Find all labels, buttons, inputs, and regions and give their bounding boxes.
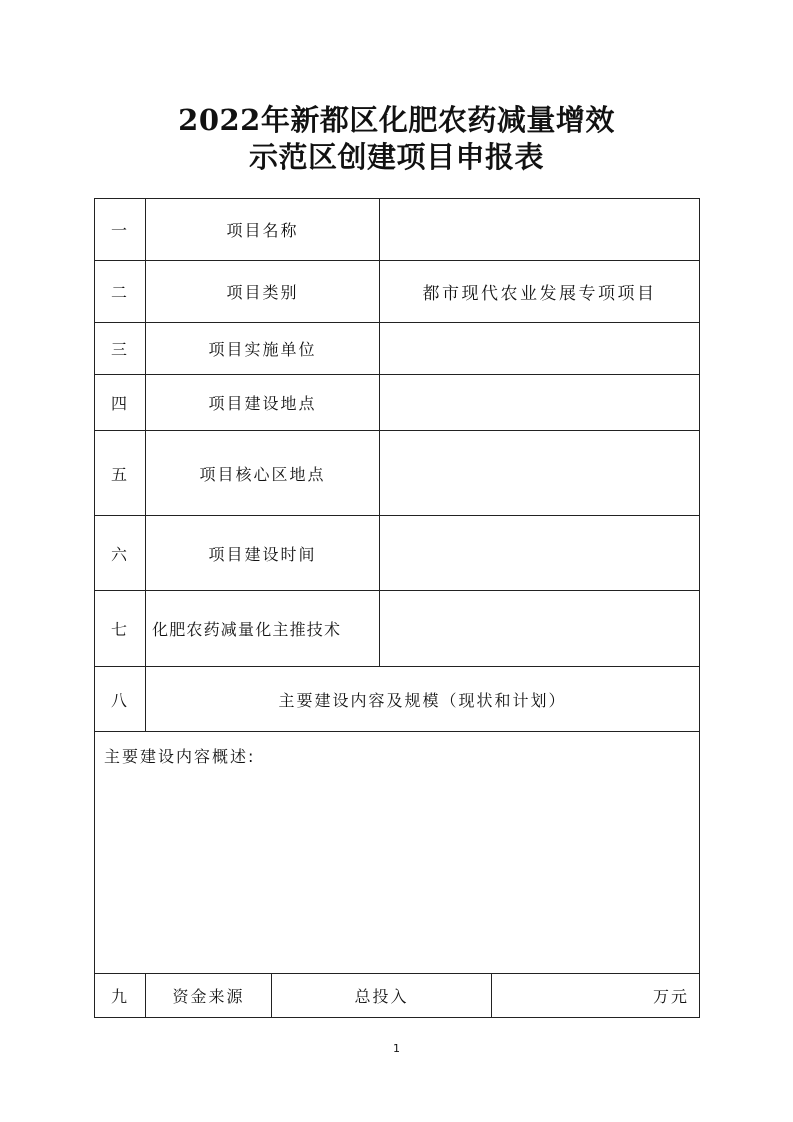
- construction-site-value: [380, 375, 699, 430]
- title-line-2: 示范区创建项目申报表: [248, 140, 544, 174]
- project-category-value: 都市现代农业发展专项项目: [422, 284, 657, 304]
- row-number: 五: [110, 464, 129, 484]
- row-number: 一: [110, 221, 129, 240]
- overview-label: 主要建设内容概述:: [104, 747, 256, 766]
- row-number: 三: [110, 340, 129, 359]
- row-number: 八: [110, 690, 129, 710]
- main-technology-label: 化肥农药减量化主推技术: [152, 620, 342, 639]
- core-area-value: [380, 431, 699, 515]
- implementing-unit-value: [380, 323, 699, 374]
- currency-unit: 万元: [652, 987, 689, 1006]
- project-category-label: 项目类别: [226, 283, 299, 302]
- row-number: 四: [110, 394, 129, 413]
- row-number: 六: [110, 544, 129, 564]
- implementing-unit-label: 项目实施单位: [208, 340, 317, 359]
- row-number: 七: [110, 620, 129, 639]
- funding-source-label: 资金来源: [172, 987, 245, 1006]
- row-number: 九: [110, 987, 129, 1006]
- total-investment-label: 总投入: [354, 987, 409, 1006]
- project-name-value: [380, 199, 699, 260]
- core-area-label: 项目核心区地点: [199, 464, 326, 484]
- title-line-1: 2022年新都区化肥农药减量增效: [178, 103, 615, 137]
- project-name-label: 项目名称: [226, 221, 299, 240]
- construction-site-label: 项目建设地点: [208, 394, 317, 413]
- row-number: 二: [110, 283, 129, 302]
- construction-time-label: 项目建设时间: [208, 544, 317, 564]
- construction-time-value: [380, 516, 699, 590]
- main-technology-value: [380, 591, 699, 666]
- section-heading: 主要建设内容及规模（现状和计划）: [278, 690, 567, 710]
- page-number: 1: [393, 1042, 400, 1055]
